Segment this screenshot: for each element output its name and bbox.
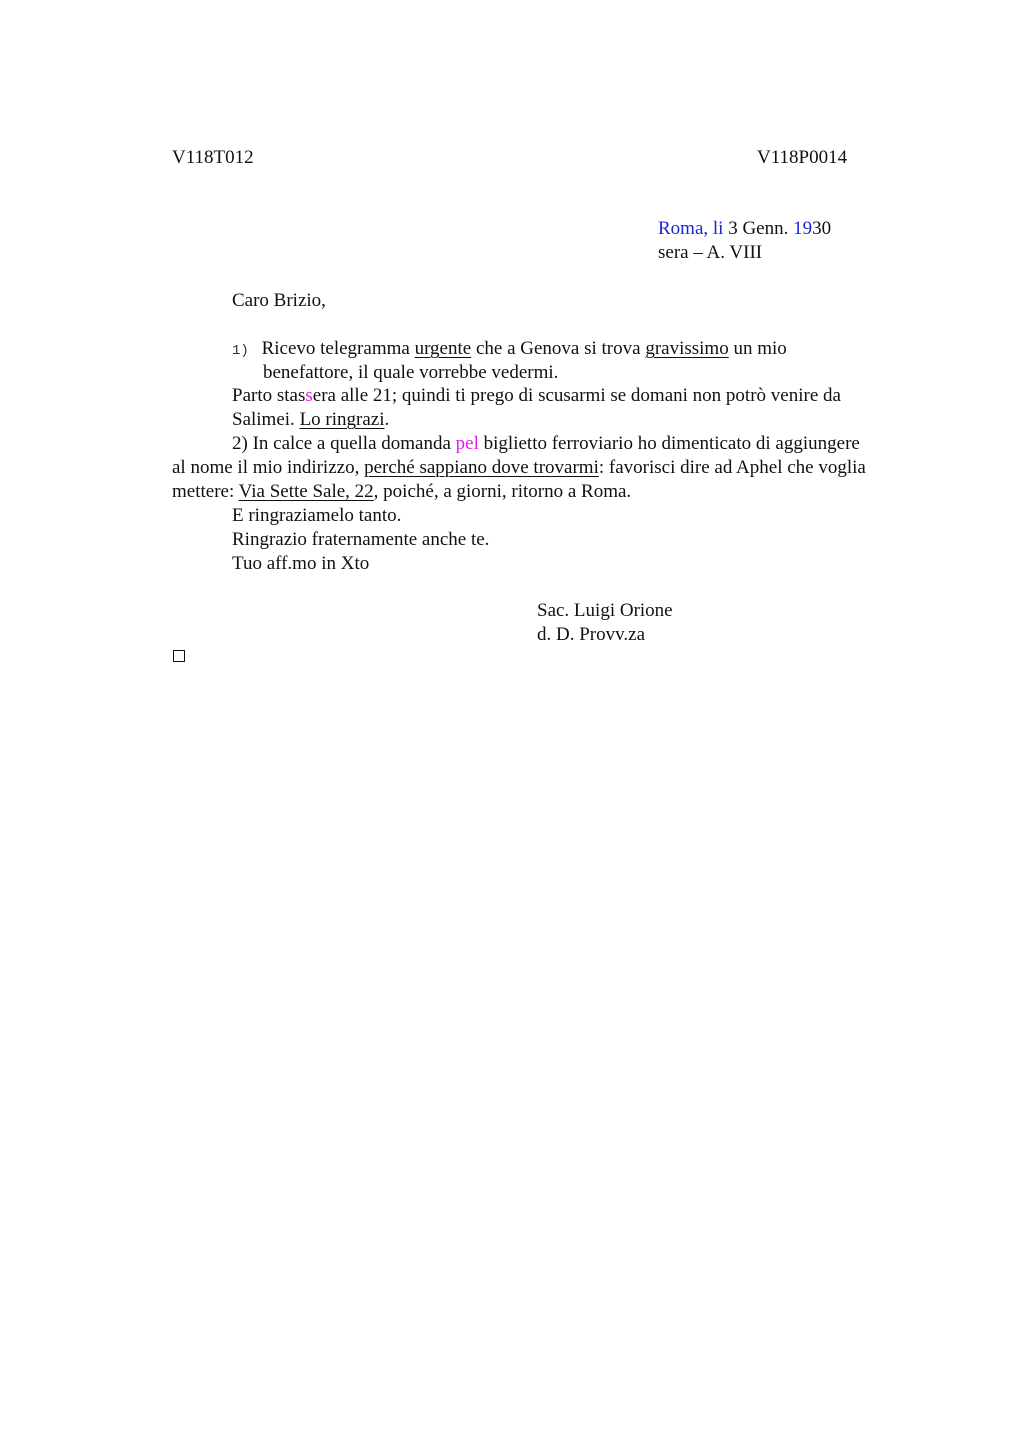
dateline-date: 3 Genn. (728, 218, 789, 239)
item2-line2: al nome il mio indirizzo, perché sappiano dove trovarmi: favorisci dire ad Aphel che voglia (172, 457, 866, 478)
closing-line2: Ringrazio fraternamente anche te. (232, 529, 490, 550)
closing-line3: Tuo aff.mo in Xto (232, 553, 370, 574)
dateline (658, 217, 831, 241)
item2-line1: 2) In calce a quella domanda pel biglietto ferroviario ho dimenticato di aggiungere (232, 433, 860, 454)
item1-line2: benefattore, il quale vorrebbe vedermi. (263, 362, 559, 383)
editorial-insert-s: s (305, 385, 313, 406)
item2-line3: mettere: Via Sette Sale, 22, poiché, a giorni, ritorno a Roma. (172, 481, 632, 502)
item1b-line2: Salimei. Lo ringrazi. (232, 409, 390, 430)
underlined-address: Via Sette Sale, 22 (238, 481, 374, 502)
editorial-insert-pel: pel (455, 433, 479, 454)
underlined-gravissimo: gravissimo (645, 338, 729, 359)
dateline-year-end: 30 (812, 218, 832, 239)
salutation: Caro Brizio, (232, 290, 326, 311)
dateline-year-century: 19 (793, 218, 813, 239)
closing-line1: E ringraziamelo tanto. (232, 505, 402, 526)
dateline-place: Roma, li (658, 218, 724, 239)
item1-line1: 1) Ricevo telegramma urgente che a Genova si trova gravissimo un mio (232, 338, 787, 359)
underlined-lo-ringrazi: Lo ringrazi (299, 409, 385, 430)
document-code-right: V118P0014 (757, 147, 848, 168)
item1b-line1: Parto stassera alle 21; quindi ti prego di scusarmi se domani non potrò venire da (232, 385, 841, 406)
dateline-line2: sera – A. VIII (658, 242, 763, 263)
signature-title: d. D. Provv.za (537, 624, 645, 645)
document-code-left: V118T012 (172, 147, 254, 168)
end-marker-box (173, 650, 185, 662)
item1-marker: 1) (232, 343, 249, 359)
signature-name: Sac. Luigi Orione (537, 600, 673, 621)
underlined-perche-sappiano: perché sappiano dove trovarmi (364, 457, 599, 478)
underlined-urgente: urgente (414, 338, 472, 359)
